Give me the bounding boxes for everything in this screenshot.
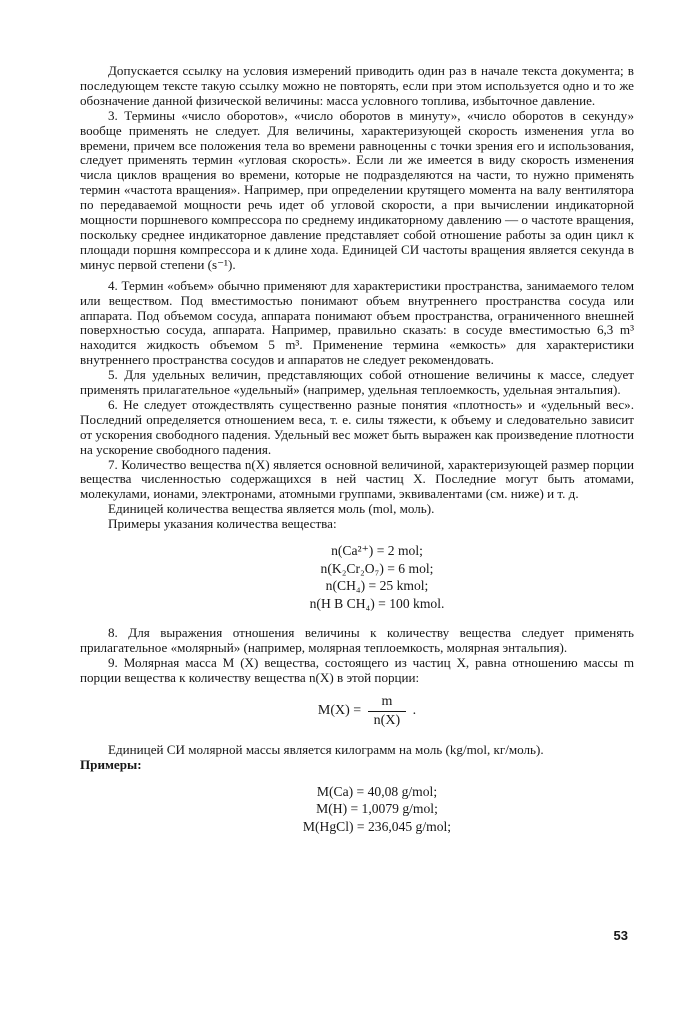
amount-formulas [120, 542, 634, 612]
formula-line: n(H B CH₄) = 100 kmol. [309, 595, 445, 611]
formula-line: M(H) = 1,0079 g/mol; [316, 801, 438, 817]
examples-label: Примеры: [80, 756, 142, 772]
formula-fraction [368, 694, 406, 729]
formula-line: M(Ca) = 40,08 g/mol; [316, 783, 438, 799]
molar-mass-formulas [120, 783, 634, 836]
formula-lhs: M(X) = [317, 703, 362, 719]
formula-line: n(CH₄) = 25 kmol; [325, 578, 429, 594]
paragraph-item-9: 9. Молярная масса M (X) вещества, состоящего из частиц X, равна отношению массы m порции вещества к количеству вещества n(X) в этой порции: [80, 654, 634, 685]
paragraph-unit-molar-mass: Единицей СИ молярной массы является килограмм на моль (kg/mol, кг/моль). [108, 741, 544, 757]
paragraph-item-4: 4. Термин «объем» обычно применяют для характеристики пространства, занимаемого телом или веществом. Под вместимостью понимают объем внутреннего пространства сосуда или аппарата. Под объемом сосуда, аппарата понимают объем пространства, ограниченного внешней поверхностью сосуда, аппарата. Например, правильно сказать: в сосуде вместимостью 6,3 m³ находится жидкость объемом 5 m³. Применение термина «емкость» для характеристики внутреннего пространства сосудов и аппаратов не следует рекомендовать. [80, 277, 634, 368]
fraction-denominator: n(X) [373, 712, 401, 728]
molar-mass-formula [100, 694, 634, 729]
fraction-numerator: m [368, 694, 406, 712]
paragraph-unit-amount: Единицей количества вещества является моль (mol, моль). [108, 501, 435, 517]
paragraph-item-3: 3. Термины «число оборотов», «число оборотов в минуту», «число оборотов в секунду» вообще применять не следует. Для величины, характеризующей скорость изменения угла во времени, причем все положения тела во времени равноценны с точки зрения его и использования, следует применять термин «угловая скорость». Если ли же имеется в виду скорость изменения числа циклов вращения во времени, которые не подразделяются на части, то нужно применять термин «частота вращения». Например, при определении крутящего момента на валу вентилятора по передаваемой мощности речь идет об угловой скорости, а при вычислении индикаторной мощности поршневого компрессора по среднему индикаторному давлению — о частоте вращения, поскольку среднее индикаторное давление представляет собой отношение работы за один цикл к площади поршня компрессора и к длине хода. Единицей СИ частоты вращения является секунда в минус первой степени (s⁻¹). [80, 107, 634, 272]
paragraph-item-5: 5. Для удельных величин, представляющих собой отношение величины к массе, следует применять прилагательное «удельный» (например, удельная теплоемкость, удельная энтальпия). [80, 367, 634, 398]
paragraph-item-7: 7. Количество вещества n(X) является основной величиной, характеризующей размер порции вещества численностью содержащихся в ней частиц X. Последние могут быть атомами, молекулами, ионами, электронами, атомными группами, эквивалентами (см. ниже) и т. д. [80, 456, 634, 502]
formula-line: n(K₂Cr₂O₇) = 6 mol; [320, 560, 434, 576]
formula-tail: . [412, 703, 417, 719]
paragraph-item-6: 6. Не следует отождествлять существенно разные понятия «плотность» и «удельный вес». Последний определяется отношением веса, т. е. силы тяжести, к объему и следовательно зависит от ускорения свободного падения. Удельный вес может быть выражен как произведение плотности на ускорение свободного падения. [80, 396, 634, 457]
formula-line: n(Ca²⁺) = 2 mol; [331, 543, 423, 559]
paragraph-examples-amount: Примеры указания количества вещества: [108, 516, 337, 532]
paragraph-intro: Допускается ссылку на условия измерений приводить один раз в начале текста документа; в последующем тексте такую ссылку можно не повторять, если при этом используется одно и то же обозначение данной физической величины: масса условного топлива, избыточное давление. [80, 63, 634, 108]
formula-line: M(HgCl) = 236,045 g/mol; [302, 818, 452, 834]
page-number: 53 [613, 928, 628, 943]
paragraph-item-8: 8. Для выражения отношения величины к количеству вещества следует применять прилагательное «молярный» (например, молярная теплоемкость, молярная энтальпия). [80, 625, 634, 655]
